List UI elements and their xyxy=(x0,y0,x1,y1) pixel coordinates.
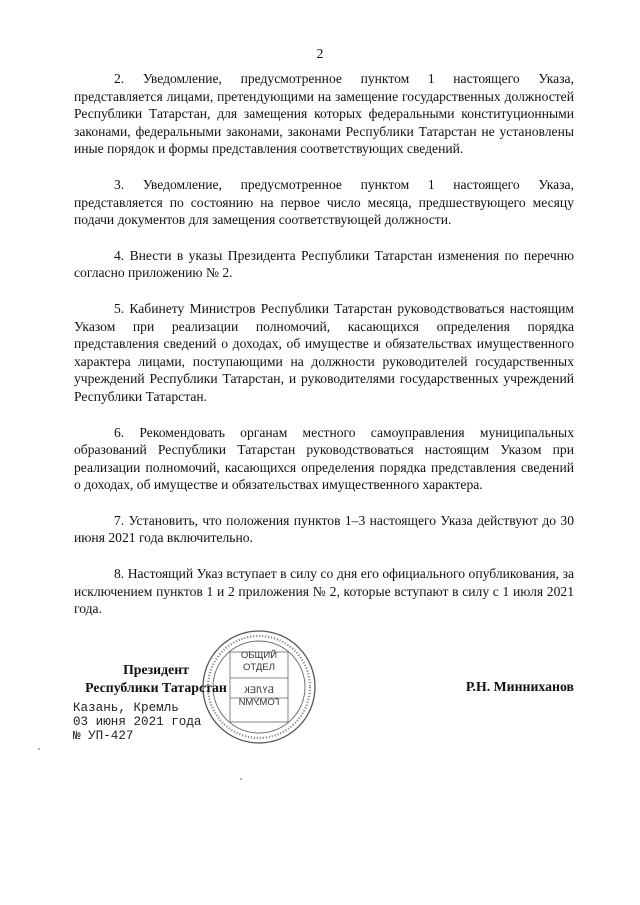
signature-title-line1: Президент xyxy=(123,662,189,677)
paragraph-8: 8. Настоящий Указ вступает в силу со дня его официального опубликования, за исключением пунктов 1 и 2 приложения № 2, которые вступают в силу с 1 июля 2021 года. xyxy=(74,566,574,617)
signature-title xyxy=(76,661,236,696)
paragraph-6: 6. Рекомендовать органам местного самоуправления муниципальных образований Республики Татарстан руководствоваться настоящим Указом при реализации полномочий, касающихся определения порядка представления сведений о доходах, об имуществе и обязательствах имущественного характера. xyxy=(74,424,574,493)
date: 03 июня 2021 года xyxy=(73,714,202,729)
paragraph-2: 2. Уведомление, предусмотренное пунктом 1 настоящего Указа, представляется лицами, претендующими на замещение государственных должностей Республики Татарстан, для замещения которых федеральными конституционными законами, федеральными законами, законами Республики Татарстан не установлены иные порядок и формы представления соответствующих сведений. xyxy=(74,71,574,157)
signature-title-line2: Республики Татарстан xyxy=(85,679,227,695)
seal-line-2: ОТДЕЛ xyxy=(243,661,275,673)
scan-dot xyxy=(38,748,40,750)
decree-number: № УП-427 xyxy=(73,728,134,743)
seal-line-4: ГОМУМИ xyxy=(238,696,280,708)
paragraph-5: 5. Кабинету Министров Республики Татарстан руководствоваться настоящим Указом при реализации полномочий, касающихся определения порядка представления сведений о доходах, об имуществе и обязательствах имущественного характера лицами, поступающими на должности руководителей государственных учреждений Республики Татарстан, и руководителями государственных учреждений Республики Татарстан. xyxy=(74,300,574,404)
scan-dot xyxy=(240,778,242,780)
seal-line-1: ОБЩИЙ xyxy=(240,650,278,661)
place-date-block xyxy=(73,702,201,743)
document-body xyxy=(74,70,574,636)
page-number: 2 xyxy=(316,46,324,61)
paragraph-3: 3. Уведомление, предусмотренное пунктом 1 настоящего Указа, представляется по состоянию на первое число месяца, предшествующего месяцу подачи документов для замещения соответствующей должности. xyxy=(74,176,574,228)
seal-line-3: БҮЛЕК xyxy=(244,685,274,696)
paragraph-4: 4. Внести в указы Президента Республики Татарстан изменения по перечню согласно приложению № 2. xyxy=(74,247,574,281)
place: Казань, Кремль xyxy=(73,701,179,715)
paragraph-7: 7. Установить, что положения пунктов 1–3 настоящего Указа действуют до 30 июня 2021 года включительно. xyxy=(74,512,574,546)
signature-name: Р.Н. Минниханов xyxy=(465,679,574,694)
